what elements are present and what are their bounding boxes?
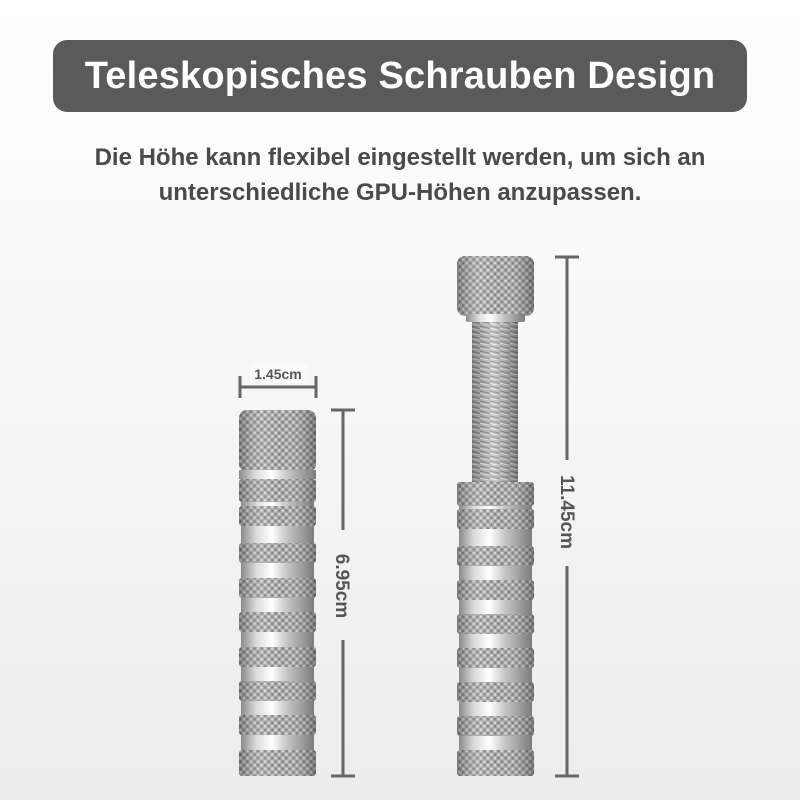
tall-standoff-body — [457, 482, 534, 776]
tall-standoff — [457, 256, 534, 776]
description-line-1: Die Höhe kann flexibel eingestellt werden, um sich an — [94, 144, 706, 171]
tall-height-label: 11.45cm — [556, 475, 577, 549]
short-standoff — [239, 410, 316, 776]
page-title: Teleskopisches Schrauben Design — [84, 54, 716, 97]
short-height-label: 6.95cm — [331, 553, 352, 619]
width-label: 1.45cm — [254, 366, 302, 382]
description-line-2: unterschiedliche GPU-Höhen anzupassen. — [158, 179, 642, 206]
short-standoff-body — [239, 479, 316, 776]
